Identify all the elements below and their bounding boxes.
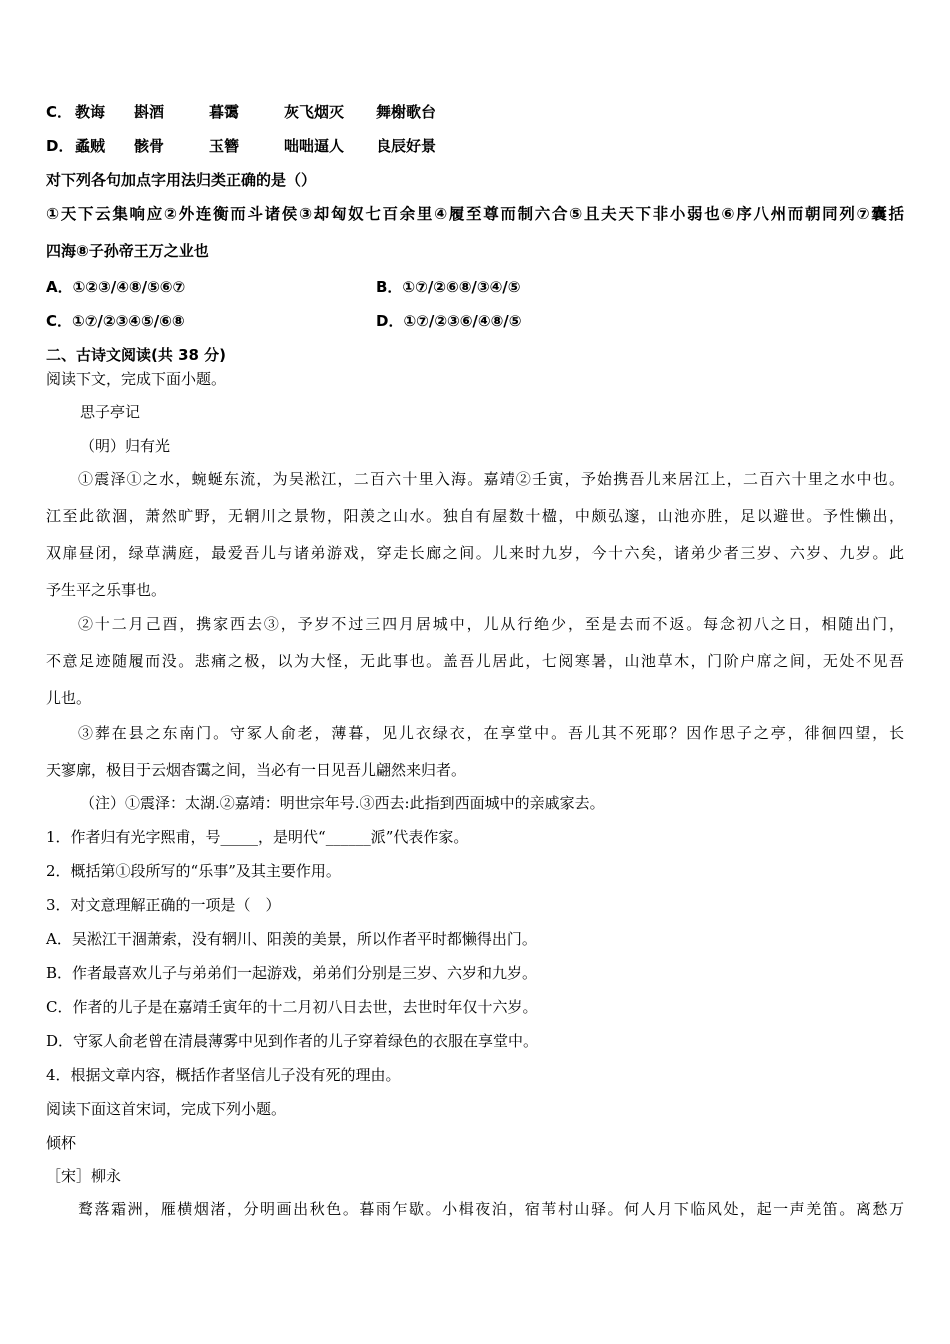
passage-author: （明）归有光 <box>80 437 171 455</box>
question-stem: 对下列各句加点字用法归类正确的是（） <box>46 171 317 189</box>
question-3: 3．对文意理解正确的一项是（ ） <box>46 896 281 914</box>
passage-title: 思子亭记 <box>80 403 141 421</box>
option-word: 良辰好景 <box>376 137 437 155</box>
question-2: 2．概括第①段所写的“乐事”及其主要作用。 <box>46 862 341 880</box>
option-b: B．①⑦/②⑥⑧/③④/⑤ <box>376 278 521 296</box>
option-word: 舞榭歌台 <box>376 103 437 121</box>
question-3-option-b: B．作者最喜欢儿子与弟弟们一起游戏，弟弟们分别是三岁、六岁和九岁。 <box>46 964 538 982</box>
option-label: D． <box>46 137 74 155</box>
question-1: 1．作者归有光字熙甫，号_____，是明代“______派”代表作家。 <box>46 828 469 846</box>
poem-title: 倾杯 <box>46 1134 77 1152</box>
question-sentences: 四海⑧子孙帝王万之业也 <box>46 242 209 260</box>
question-3-option-c: C．作者的儿子是在嘉靖壬寅年的十二月初八日去世，去世时年仅十六岁。 <box>46 998 538 1016</box>
section-heading: 二、古诗文阅读(共 38 分) <box>46 346 227 364</box>
reading-intro: 阅读下文，完成下面小题。 <box>46 370 227 388</box>
option-c-row <box>46 101 437 123</box>
passage-paragraph-2: ②十二月己酉，携家西去③，予岁不过三四月居城中，儿从行绝少，至是去而不返。每念初八之日，相随出门， <box>78 615 904 633</box>
option-d: D．①⑦/②③⑥/④⑧/⑤ <box>376 312 522 330</box>
option-word: 灰飞烟灭 <box>284 103 345 121</box>
passage-paragraph-2: 儿也。 <box>46 689 92 707</box>
passage-paragraph-3: ③葬在县之东南门。守冢人俞老，薄暮，见儿衣绿衣，在享堂中。吾儿其不死耶？因作思子之亭，徘徊四望，长 <box>78 724 904 742</box>
option-c: C．①⑦/②③④⑤/⑥⑧ <box>46 312 185 330</box>
question-4: 4．根据文章内容，概括作者坚信儿子没有死的理由。 <box>46 1066 401 1084</box>
option-d-row <box>46 135 437 157</box>
passage-paragraph-1: 予生平之乐事也。 <box>46 581 167 599</box>
option-label: C． <box>46 103 73 121</box>
question-3-option-d: D．守冢人俞老曾在清晨薄雾中见到作者的儿子穿着绿色的衣服在享堂中。 <box>46 1032 539 1050</box>
option-word: 斟酒 <box>134 103 165 121</box>
passage-note: （注）①震泽：太湖.②嘉靖：明世宗年号.③西去:此指到西面城中的亲戚家去。 <box>80 794 605 812</box>
option-word: 玉簪 <box>209 137 240 155</box>
question-sentences: ①天下云集响应②外连衡而斗诸侯③却匈奴七百余里④履至尊而制六合⑤且夫天下非小弱也⑥序八州而朝同列⑦囊括 <box>46 205 904 223</box>
option-word: 咄咄逼人 <box>284 137 345 155</box>
option-word: 教诲 <box>75 103 106 121</box>
reading-intro-2: 阅读下面这首宋词，完成下列小题。 <box>46 1100 287 1118</box>
passage-paragraph-3: 天寥廓，极目于云烟杳霭之间，当必有一日见吾儿翩然来归者。 <box>46 761 467 779</box>
option-word: 骸骨 <box>134 137 165 155</box>
passage-paragraph-1: 江至此欲涸，萧然旷野，无辋川之景物，阳羡之山水。独自有屋数十楹，中颇弘邃，山池亦胜，足以避世。予性懒出， <box>46 507 904 525</box>
option-a: A．①②③/④⑧/⑤⑥⑦ <box>46 278 186 296</box>
question-3-option-a: A．吴淞江干涸萧索，没有辋川、阳羡的美景，所以作者平时都懒得出门。 <box>46 930 537 948</box>
passage-paragraph-2: 不意足迹随履而没。悲痛之极，以为大怪，无此事也。盖吾儿居此，七阅寒暑，山池草木，门阶户席之间，无处不见吾 <box>46 652 904 670</box>
poem-text: 鹜落霜洲，雁横烟渚，分明画出秋色。暮雨乍歇。小楫夜泊，宿苇村山驿。何人月下临风处，起一声羌笛。离愁万 <box>78 1200 904 1218</box>
option-word: 暮霭 <box>209 103 240 121</box>
poem-author: ［宋］柳永 <box>46 1167 122 1185</box>
passage-paragraph-1: 双扉昼闭，绿草满庭，最爱吾儿与诸弟游戏，穿走长廊之间。儿来时九岁，今十六矣，诸弟少者三岁、六岁、九岁。此 <box>46 544 904 562</box>
passage-paragraph-1: ①震泽①之水，蜿蜒东流，为吴淞江，二百六十里入海。嘉靖②壬寅，予始携吾儿来居江上，二百六十里之水中也。 <box>78 470 904 488</box>
option-word: 蟊贼 <box>75 137 106 155</box>
